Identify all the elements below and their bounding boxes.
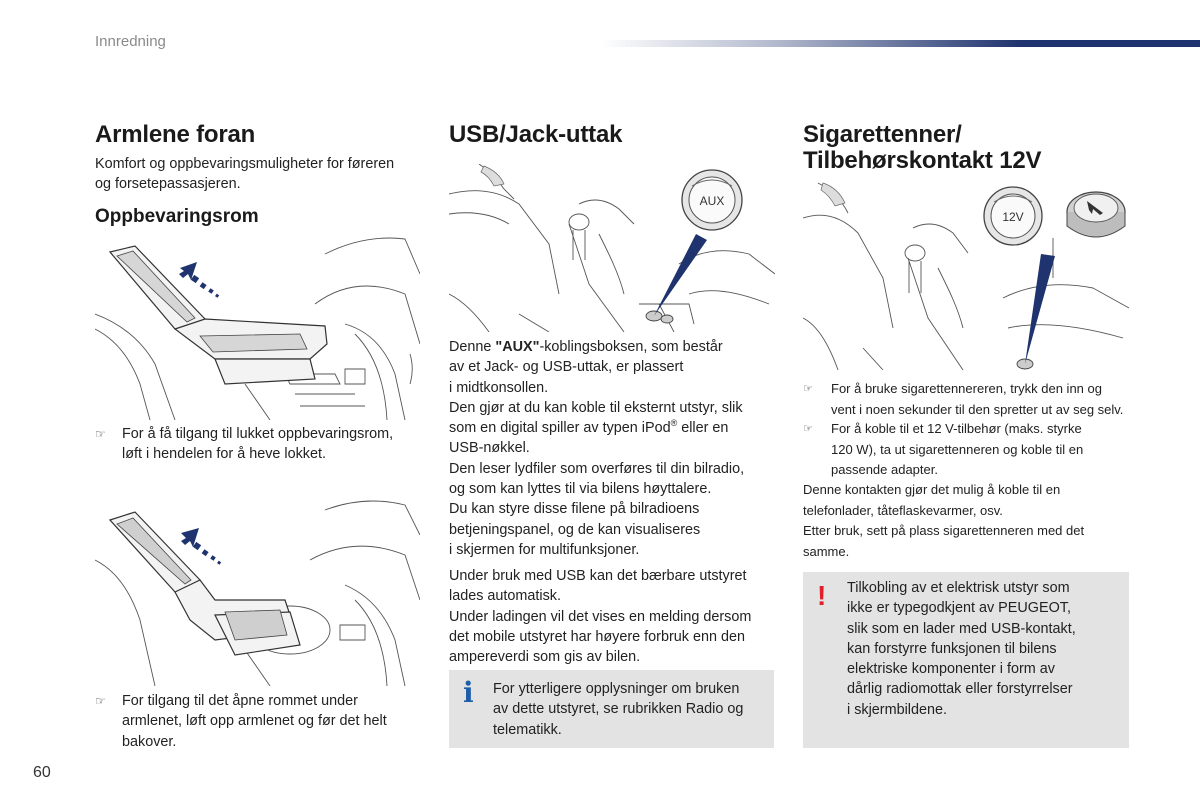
header-bar: [600, 40, 1200, 47]
armrest-closed-illustration: [95, 234, 420, 420]
page-number: 60: [33, 764, 51, 781]
section-label: Innredning: [95, 33, 166, 50]
lighter-usage-bullet: ☞ For å bruke sigarettennereren, trykk den inn og vent i noen sekunder til den spretter ut av seg selv.: [803, 381, 1124, 417]
open-storage-bullet: ☞ For tilgang til det åpne rommet under armlenet, løft opp armlenet og før det helt bakover.: [95, 693, 387, 750]
pointing-hand-icon: ☞: [95, 694, 106, 708]
armrest-title: Armlene foran: [95, 121, 256, 148]
aux-socket-label: AUX: [699, 194, 725, 208]
info-box: [449, 670, 774, 748]
info-icon: i: [463, 676, 474, 709]
pointing-hand-icon: ☞: [95, 427, 106, 441]
pointing-hand-icon: ☞: [803, 383, 813, 395]
usb-charging-paragraph: Under bruk med USB kan det bærbare utstyret lades automatisk. Under ladingen vil det vises en melding dersom det mobile utstyret har høyere forbruk enn den ampereverdi som gis av bilen.: [449, 568, 752, 666]
aux-description: Denne "AUX"-koblingsboksen, som består av et Jack- og USB-uttak, er plassert i midtkonsollen. Den gjør at du kan koble til eksternt utstyr, slik som en digital spiller av typen iPod® eller en USB-nøkkel. Den leser lydfiler som overføres til din bilradio, og som kan lyttes til via bilens høyttalere. Du kan styre disse filene på bilradioens betjeningspanel, og de kan visualiseres i skjermen for multifunksjoner.: [449, 339, 745, 558]
warning-box: [803, 572, 1129, 748]
warning-icon: !: [817, 580, 827, 611]
12v-accessory-bullet: ☞ For å koble til et 12 V-tilbehør (maks. styrke 120 W), ta ut sigarettenneren og koble til en passende adapter.: [803, 421, 1084, 477]
12v-socket-illustration: [803, 178, 1129, 370]
info-text: For ytterligere opplysninger om bruken av dette utstyret, se rubrikken Radio og telematikk.: [493, 681, 744, 738]
pointing-hand-icon: ☞: [803, 423, 813, 435]
armrest-open-illustration: [95, 500, 420, 686]
aux-socket-illustration: [449, 164, 775, 332]
usb-jack-title: USB/Jack-uttak: [449, 121, 623, 148]
closed-storage-bullet: ☞ For å få tilgang til lukket oppbevaringsrom, løft i hendelen for å heve lokket.: [95, 426, 394, 463]
cigarette-lighter-title: Sigarettenner/ Tilbehørskontakt 12V: [803, 121, 1042, 174]
12v-socket-label: 12V: [1002, 210, 1024, 224]
storage-subtitle: Oppbevaringsrom: [95, 206, 259, 227]
warning-text: Tilkobling av et elektrisk utstyr som ikke er typegodkjent av PEUGEOT, slik som en lader med USB-kontakt, kan forstyrre funksjonen til bilens elektriske komponenter i form av dårlig radiomottak eller forstyrrelser i skjermbildene.: [847, 580, 1076, 718]
socket-description: Denne kontakten gjør det mulig å koble til en telefonlader, tåteflaskevarmer, osv. Etter bruk, sett på plass sigarettenneren med det samme.: [803, 482, 1085, 559]
armrest-intro: Komfort og oppbevaringsmuligheter for føreren og forsetepassasjeren.: [95, 156, 395, 193]
